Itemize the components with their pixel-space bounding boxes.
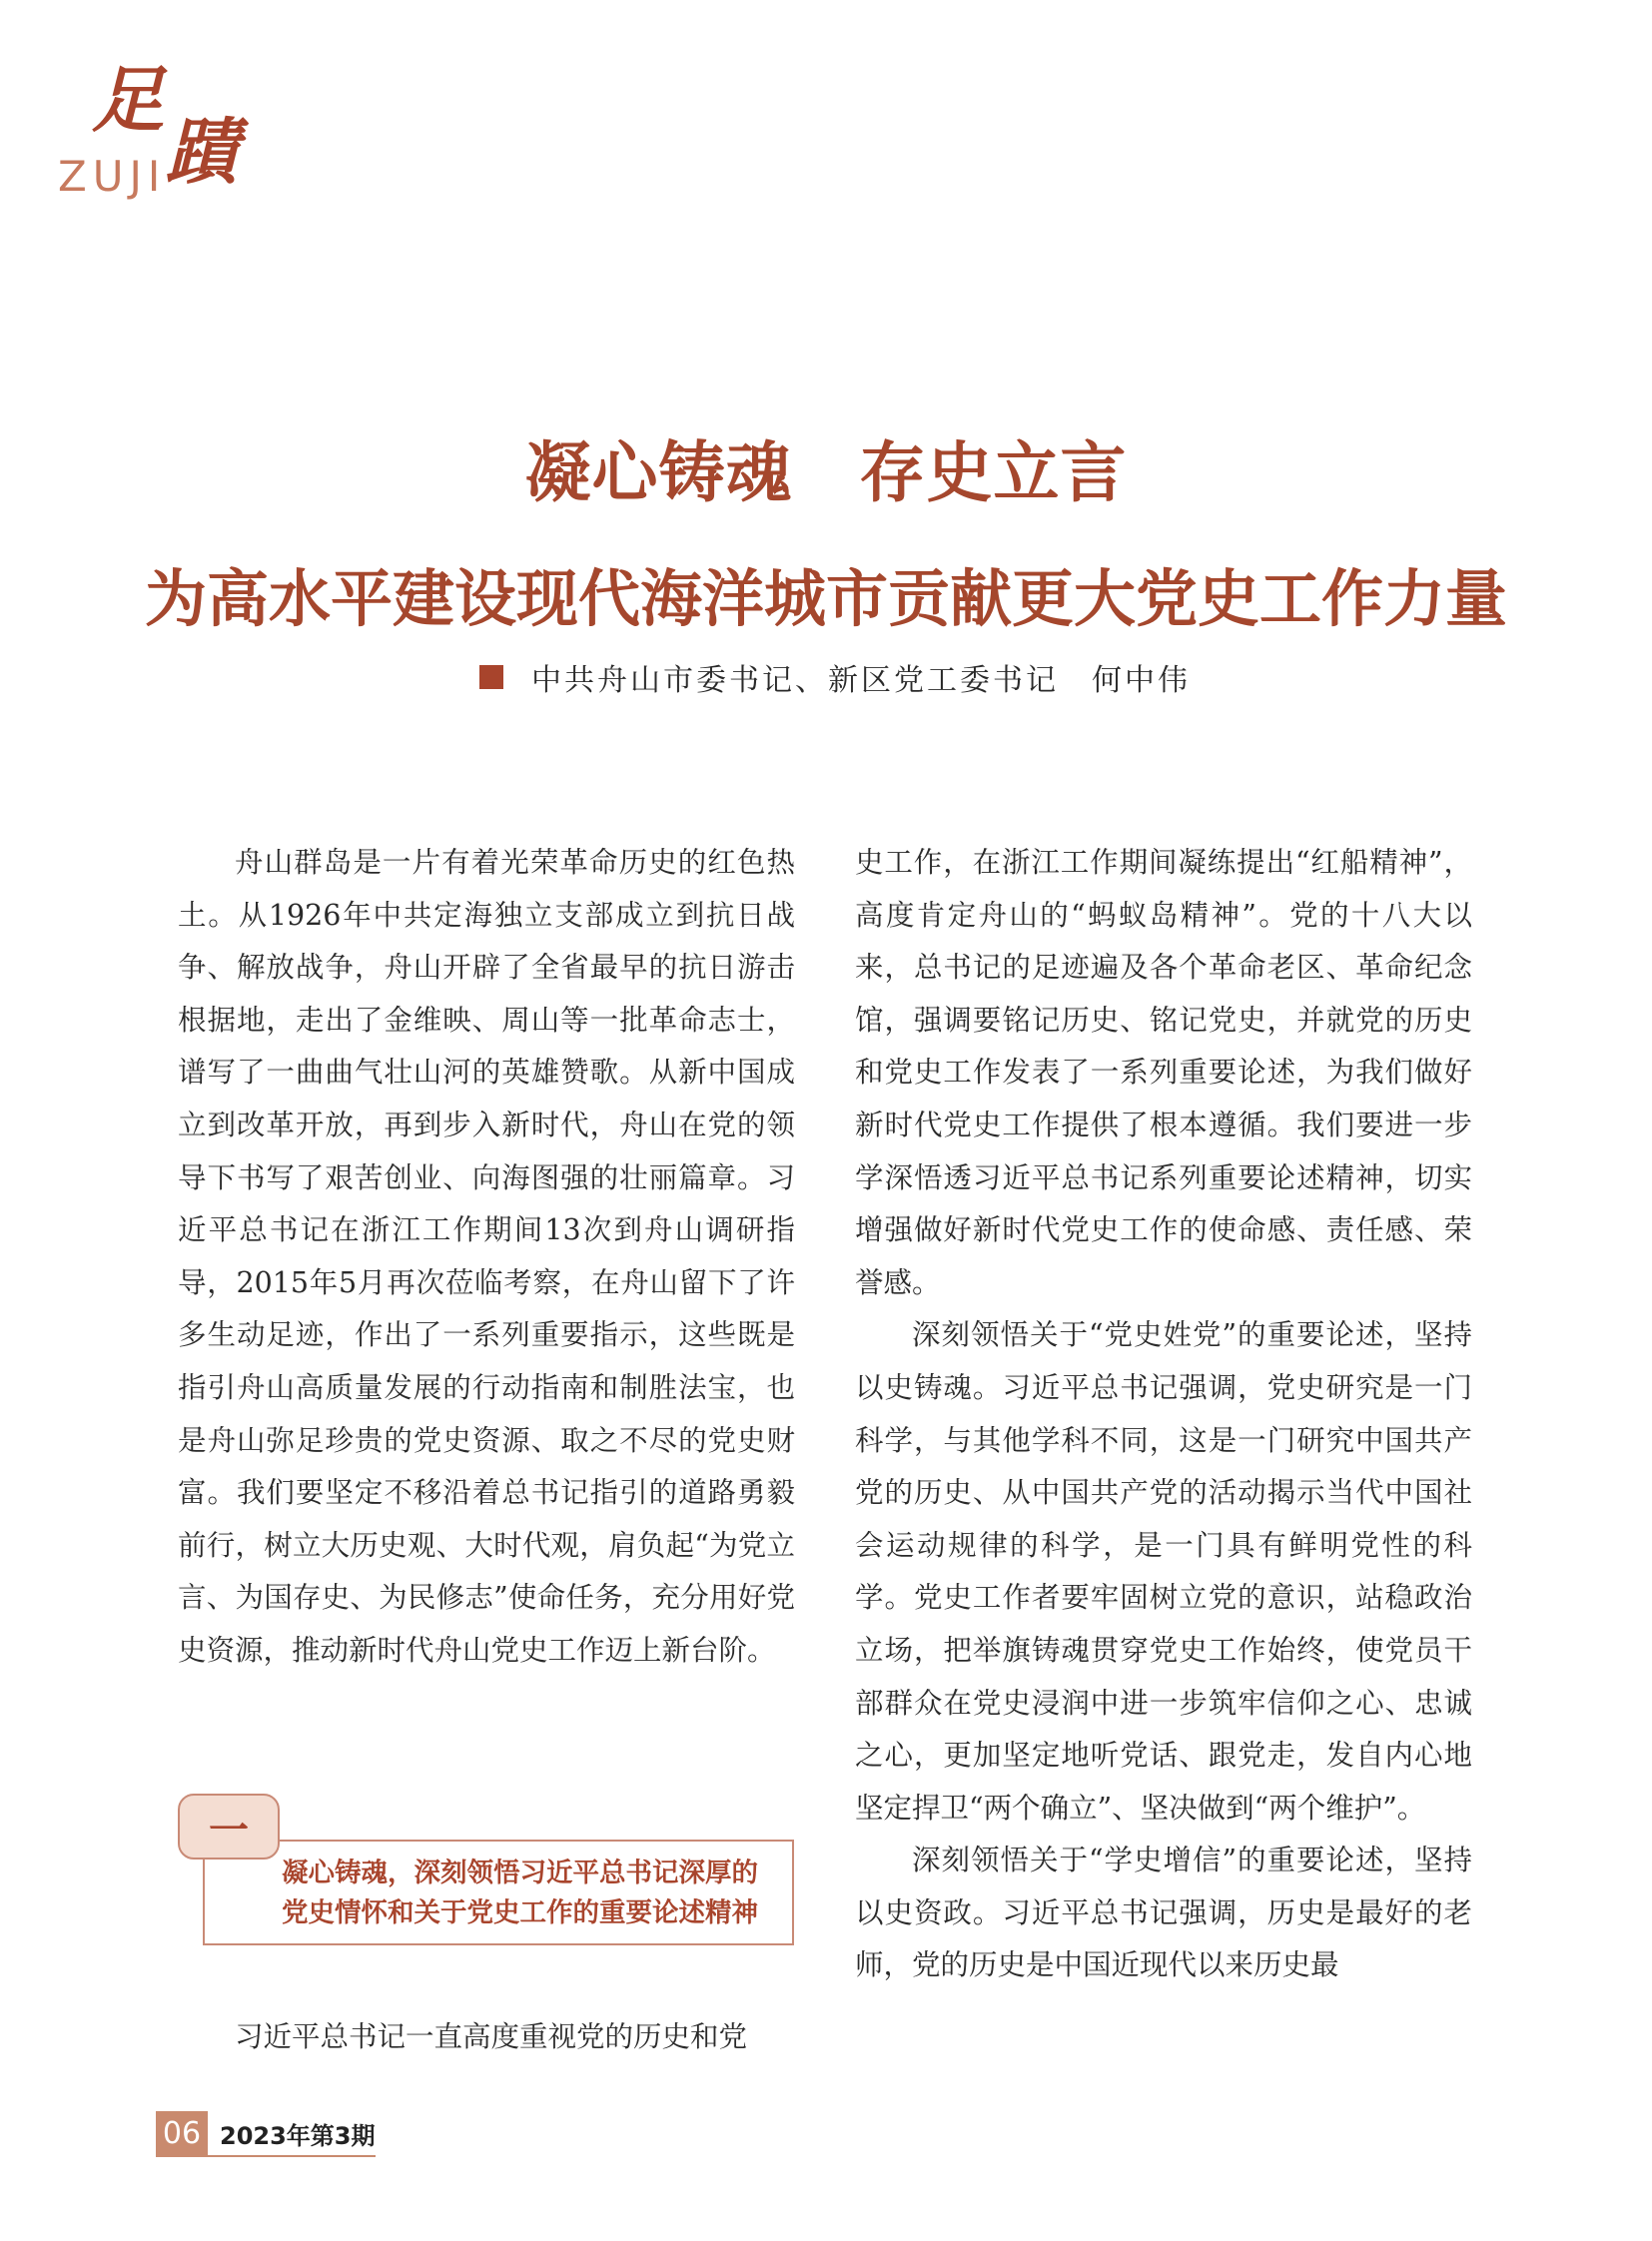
paragraph: 习近平总书记一直高度重视党的历史和党 bbox=[235, 2020, 748, 2053]
paragraph: 深刻领悟关于“党史姓党”的重要论述，坚持以史铸魂。习近平总书记强调，党史研究是一门科学，与其他学科不同，这是一门研究中国共产党的历史、从中国共产党的活动揭示当代中国社会运动规律的科学，是一门具有鲜明党性的科学。党史工作者要牢固树立党的意识，站稳政治立场，把举旗铸魂贯穿党史工作始终，使党员干部群众在党史浸润中进一步筑牢信仰之心、忠诚之心，更加坚定地听党话、跟党走，发自内心地坚定捍卫“两个确立”、坚决做到“两个维护”。 bbox=[855, 1318, 1472, 1825]
logo-pinyin: ZUJI bbox=[58, 152, 167, 201]
right-column bbox=[855, 837, 1472, 1992]
byline-text: 中共舟山市委书记、新区党工委书记 何中伟 bbox=[531, 663, 1191, 698]
logo-char-ji: 蹟 bbox=[166, 109, 239, 194]
left-column-lower bbox=[178, 2011, 795, 2064]
section-heading bbox=[282, 1854, 791, 1933]
paragraph: 史工作，在浙江工作期间凝练提出“红船精神”，高度肯定舟山的“蚂蚁岛精神”。党的十八大以来，总书记的足迹遍及各个革命老区、革命纪念馆，强调要铭记历史、铭记党史，并就党的历史和党史工作发表了一系列重要论述，为我们做好新时代党史工作提供了根本遵循。我们要进一步学深悟透习近平总书记系列重要论述精神，切实增强做好新时代党史工作的使命感、责任感、荣誉感。 bbox=[855, 846, 1472, 1299]
square-bullet-icon bbox=[479, 665, 503, 689]
page-number: 06 bbox=[156, 2111, 208, 2155]
issue-label: 2023年第3期 bbox=[220, 2121, 376, 2150]
section-heading-line2: 党史情怀和关于党史工作的重要论述精神 bbox=[282, 1897, 758, 1928]
page-footer bbox=[156, 2111, 376, 2155]
footer-divider bbox=[156, 2155, 376, 2157]
left-column bbox=[178, 837, 795, 1678]
logo-char-zu: 足 bbox=[92, 57, 165, 142]
paragraph: 舟山群岛是一片有着光荣革命历史的红色热土。从1926年中共定海独立支部成立到抗日战争、解放战争，舟山开辟了全省最早的抗日游击根据地，走出了金维映、周山等一批革命志士，谱写了一曲曲气壮山河的英雄赞歌。从新中国成立到改革开放，再到步入新时代，舟山在党的领导下书写了艰苦创业、向海图强的壮丽篇章。习近平总书记在浙江工作期间13次到舟山调研指导，2015年5月再次莅临考察，在舟山留下了许多生动足迹，作出了一系列重要指示，这些既是指引舟山高质量发展的行动指南和制胜法宝，也是舟山弥足珍贵的党史资源、取之不尽的党史财富。我们要坚定不移沿着总书记指引的道路勇毅前行，树立大历史观、大时代观，肩负起“为党立言、为国存史、为民修志”使命任务，充分用好党史资源，推动新时代舟山党史工作迈上新台阶。 bbox=[178, 846, 795, 1667]
article-title-line1: 凝心铸魂 存史立言 bbox=[524, 434, 1128, 511]
section-number-tab: 一 bbox=[178, 1794, 280, 1860]
section-heading-line1: 凝心铸魂，深刻领悟习近平总书记深厚的 bbox=[282, 1858, 758, 1888]
article-title-line2: 为高水平建设现代海洋城市贡献更大党史工作力量 bbox=[144, 562, 1507, 635]
byline bbox=[479, 655, 1191, 699]
magazine-logo bbox=[58, 57, 248, 201]
paragraph: 深刻领悟关于“学史增信”的重要论述，坚持以史资政。习近平总书记强调，历史是最好的老师，党的历史是中国近现代以来历史最 bbox=[855, 1844, 1472, 1982]
